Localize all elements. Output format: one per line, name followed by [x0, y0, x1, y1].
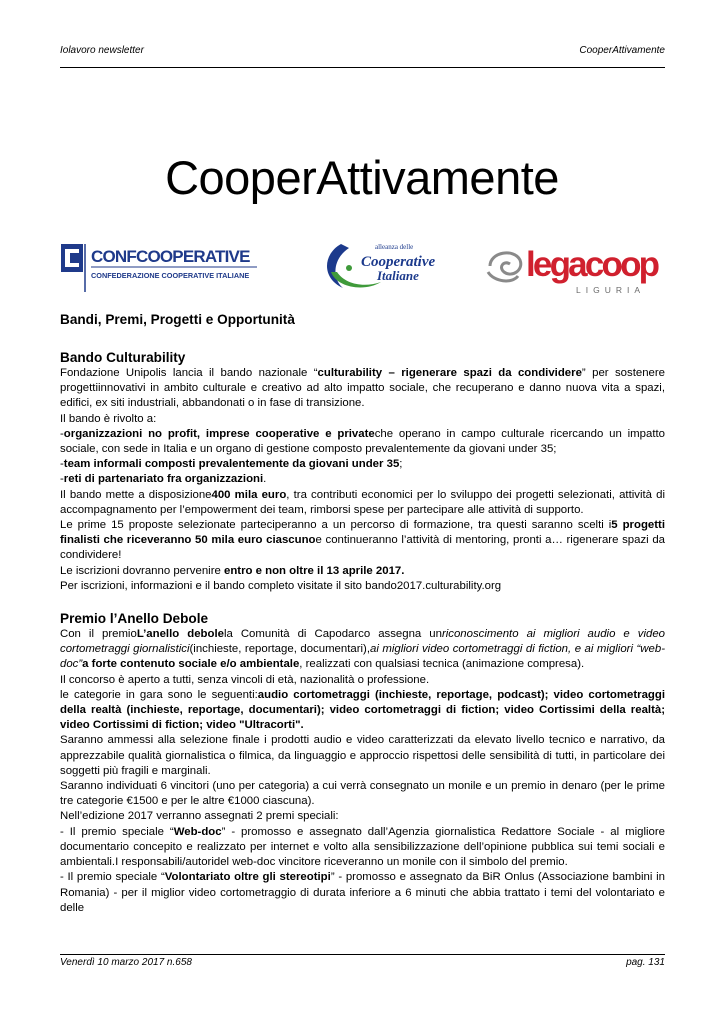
header-newsletter-name: Iolavoro newsletter — [60, 45, 144, 56]
bando-paragraph-deadline: Le iscrizioni dovranno pervenire entro e non oltre il 13 aprile 2017. — [60, 564, 405, 577]
article-body — [60, 311, 665, 916]
alleanza-line2: Cooperative — [361, 254, 436, 270]
alleanza-line3: Italiane — [377, 268, 419, 283]
footer-divider — [60, 954, 665, 955]
bando-paragraph-item1: -organizzazioni no profit, imprese cooperative e privateche operano in campo culturale ricercando un impatto sociale, con sede in Italia e un organo di gestione composto prevalentemente da giovani under 35; — [60, 427, 665, 456]
alleanza-line1: alleanza delle — [375, 243, 414, 251]
premio-paragraph-winners: Saranno individuati 6 vincitori (uno per categoria) a cui verrà consegnato un monile e un premio in denaro (per le prime tre categorie €1500 e per le altre €1000 ciascuna). — [60, 780, 665, 808]
premio-paragraph-special: Nell’edizione 2017 verranno assegnati 2 premi speciali: — [60, 810, 339, 823]
partner-logos — [60, 236, 665, 302]
bando-paragraph-finalists: Le prime 15 proposte selezionate parteciperanno a un percorso di formazione, tra questi saranno scelti i5 progetti finalisti che riceveranno 50 mila euro ciascunoe continueranno l’attività di mentoring, pronti a… rigenerare spazi da condividere! — [60, 519, 665, 562]
bando-paragraph-item3: -reti di partenariato fra organizzazioni. — [60, 473, 267, 486]
bando-paragraph-target: Il bando è rivolto a: — [60, 412, 157, 425]
confcooperative-logo — [61, 242, 261, 294]
alleanza-cooperative-logo — [319, 236, 437, 294]
legacoop-logo — [484, 240, 664, 298]
premio-paragraph-eligibility: Il concorso è aperto a tutti, senza vincoli di età, nazionalità o professione. — [60, 673, 430, 686]
legacoop-subtitle: LIGURIA — [576, 285, 646, 295]
premio-paragraph-volontariato: - Il premio speciale “Volontariato oltre gli stereotipi” - promosso e assegnato da BiR Onlus (Associazione bambini in Romania) - per il miglior video cortometraggio di durata inferiore a 6 minuti che abbia trattato i temi del volontariato e delle — [60, 871, 665, 914]
page-header — [60, 45, 665, 59]
bando-heading: Bando Culturability — [60, 350, 186, 365]
footer-date-issue: Venerdì 10 marzo 2017 n.658 — [60, 957, 192, 968]
header-divider — [60, 67, 665, 68]
header-section-name: CooperAttivamente — [579, 45, 665, 56]
confcooperative-name: CONFCOOPERATIVE — [91, 247, 250, 266]
page-footer — [60, 957, 665, 971]
legacoop-spiral-icon — [488, 253, 521, 281]
premio-heading: Premio l’Anello Debole — [60, 611, 209, 627]
bando-paragraph-intro: Fondazione Unipolis lancia il bando nazionale “culturability – rigenerare spazi da condividere” per sostenere progettiinnovativi in ambito culturale e creativo ad alto impatto sociale, che recuperano e danno nuova vita a spazi, edifici, ex siti industriali, abbandonati o in fase di transizione. — [60, 367, 665, 410]
bando-paragraph-funds: Il bando mette a disposizione400 mila euro, tra contributi economici per lo sviluppo dei progetti selezionati, attività di accompagnamento per l’empowerment dei team, rimborsi spese per partecipare alle attività di supporto. — [60, 488, 666, 516]
legacoop-name: legacoop — [526, 245, 658, 284]
section-title: Bandi, Premi, Progetti e Opportunità — [60, 312, 295, 327]
premio-paragraph-criteria: Saranno ammessi alla selezione finale i prodotti audio e video caratterizzati da elevato livello tecnico e narrativo, da apprezzabile qualità giornalistica o filmica, da linguaggio e approccio rispettosi delle sensibilità di tutti, in particolare dei soggetti più fragili e marginali. — [60, 734, 665, 777]
bando-paragraph-item2: -team informali composti prevalentemente da giovani under 35; — [60, 458, 403, 471]
footer-page-number: pag. 131 — [626, 957, 665, 968]
premio-paragraph-webdoc: - Il premio speciale “Web-doc” - promosso e assegnato dall’Agenzia giornalistica Redattore Sociale - al migliore documentario concepito e realizzato per internet e volto alla sensibilizzazione dell’opinione pubblica sui temi sociali e ambientali.I responsabili/autoridel web-doc vincitore riceveranno un monile con il simbolo del premio. — [60, 825, 665, 869]
page-title: CooperAttivamente — [165, 151, 559, 204]
premio-paragraph-categories: le categorie in gara sono le seguenti:audio cortometraggi (inchieste, reportage, podcast); video cortometraggi della realtà (inchieste, reportage, documentari); video cortometraggi di fiction; video Cortissimi della realtà; video Cortissimi di fiction; video "Ultracorti". — [60, 688, 665, 732]
premio-paragraph-intro: Con il premioL’anello debolela Comunità di Capodarco assegna unriconoscimento ai migliori audio e video cortometraggi giornalistici(inchieste, reportage, documentari),ai migliori video cortometraggi di fiction, e ai migliori “web-doc”a forte contenuto sociale e/o ambientale, realizzati con qualsiasi tecnica (animazione compresa). — [60, 628, 665, 671]
confcooperative-subtitle: CONFEDERAZIONE COOPERATIVE ITALIANE — [91, 271, 250, 280]
bando-paragraph-website: Per iscrizioni, informazioni e il bando completo visitate il sito bando2017.culturability.org — [60, 579, 502, 592]
